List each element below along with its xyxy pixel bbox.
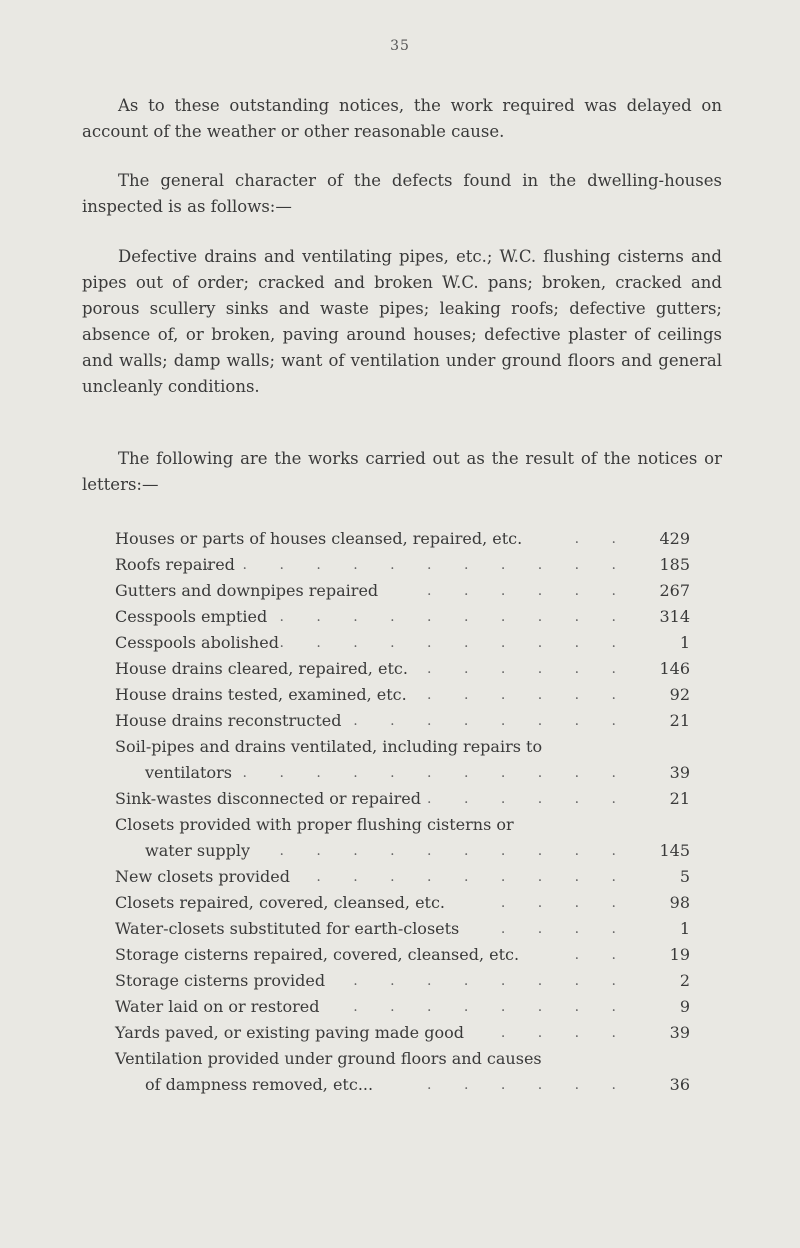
list-item (115, 1020, 690, 1046)
list-item (115, 786, 690, 812)
list-item (115, 708, 690, 734)
list-item (115, 916, 690, 942)
work-count: 1 (679, 633, 690, 652)
leader-dots: . . . . . . . . . . (279, 869, 630, 885)
work-count: 19 (669, 945, 690, 964)
work-label-line-1: Closets provided with proper flushing cisterns or (115, 815, 514, 834)
work-count: 314 (659, 607, 690, 626)
work-label: Sink-wastes disconnected or repaired (115, 789, 422, 808)
work-count: 267 (659, 581, 690, 600)
leader-dots: . . . . (500, 1025, 630, 1041)
work-label: Houses or parts of houses cleansed, repaired, etc. (115, 529, 523, 548)
page-number: 35 (390, 38, 410, 54)
list-item (115, 734, 690, 786)
work-label: House drains tested, examined, etc. (115, 685, 407, 704)
work-label-line-2: water supply (145, 841, 251, 860)
leader-dots: . . . . . . (427, 687, 630, 703)
list-item (115, 682, 690, 708)
leader-dots: . . (574, 947, 630, 963)
work-count: 5 (679, 867, 690, 886)
leader-dots: . . . . . . (427, 791, 630, 807)
list-item (115, 526, 690, 552)
leader-dots: . . . . . . . . (353, 973, 630, 989)
work-label: Water-closets substituted for earth-closets (115, 919, 460, 938)
list-item (115, 864, 690, 890)
paragraph-character: The general character of the defects found in the dwelling-houses inspected is as follows:— (82, 171, 722, 216)
work-label: House drains reconstructed (115, 711, 342, 730)
list-item (115, 604, 690, 630)
list-item (115, 578, 690, 604)
work-count: 429 (659, 529, 690, 548)
list-item (115, 656, 690, 682)
work-label: Storage cisterns repaired, covered, cleansed, etc. (115, 945, 520, 964)
work-count: 36 (669, 1075, 690, 1094)
work-count: 21 (669, 789, 690, 808)
paragraph-delay: As to these outstanding notices, the work required was delayed on account of the weather or other reasonable cause. (82, 96, 722, 141)
leader-dots: . . . . . . . . (353, 713, 630, 729)
work-count: 98 (669, 893, 690, 912)
work-count: 185 (659, 555, 690, 574)
work-count: 39 (669, 1023, 690, 1042)
list-item (115, 968, 690, 994)
work-count: 2 (679, 971, 690, 990)
paragraph-defects: Defective drains and ventilating pipes, etc.; W.C. flushing cisterns and pipes out of order; cracked and broken W.C. pans; broken, cracked and porous scullery sinks and waste pipes; leaking roofs; defective gutters; absence of, or broken, paving around houses; defective plaster of ceilings and walls; damp walls; want of ventilation under ground floors and general uncleanly conditions. (82, 247, 722, 396)
work-label: Cesspools emptied (115, 607, 268, 626)
work-label-line-2: of dampness removed, etc... (145, 1075, 374, 1094)
work-count: 145 (659, 841, 690, 860)
leader-dots: . . (574, 531, 630, 547)
work-label: Gutters and downpipes repaired (115, 581, 379, 600)
work-label-line-1: Soil-pipes and drains ventilated, including repairs to (115, 737, 543, 756)
work-label: Cesspools abolished (115, 633, 279, 652)
work-label: Closets repaired, covered, cleansed, etc. (115, 893, 446, 912)
leader-dots: . . . . . . . . . . (279, 635, 630, 651)
work-label: Roofs repaired (115, 555, 235, 574)
paragraph-following: The following are the works carried out as the result of the notices or letters:— (82, 449, 722, 494)
leader-dots: . . . . . . (427, 661, 630, 677)
list-item (115, 1046, 690, 1098)
list-item (115, 890, 690, 916)
list-item (115, 994, 690, 1020)
leader-dots: . . . . . . . . . . . . (205, 557, 630, 573)
leader-dots: . . . . (500, 895, 630, 911)
leader-dots: . . . . . . . . . . (279, 843, 630, 859)
work-label: Storage cisterns provided (115, 971, 326, 990)
work-count: 39 (669, 763, 690, 782)
leader-dots: . . . . . . . . . . (279, 609, 630, 625)
work-count: 21 (669, 711, 690, 730)
work-label-line-1: Ventilation provided under ground floors and causes (115, 1049, 542, 1068)
works-list (115, 526, 690, 1098)
leader-dots: . . . . . . (427, 583, 630, 599)
work-label: Yards paved, or existing paving made good (115, 1023, 464, 1042)
work-count: 146 (659, 659, 690, 678)
leader-dots: . . . . . . (427, 1077, 630, 1093)
leader-dots: . . . . . . . . (353, 999, 630, 1015)
work-count: 92 (669, 685, 690, 704)
work-count: 9 (679, 997, 690, 1016)
leader-dots: . . . . (500, 921, 630, 937)
list-item (115, 812, 690, 864)
work-count: 1 (679, 919, 690, 938)
work-label: Water laid on or restored (115, 997, 320, 1016)
leader-dots: . . . . . . . . . . . . (205, 765, 630, 781)
list-item (115, 630, 690, 656)
work-label: New closets provided (115, 867, 290, 886)
work-label: House drains cleared, repaired, etc. (115, 659, 408, 678)
list-item (115, 942, 690, 968)
work-label-line-2: ventilators (145, 763, 232, 782)
list-item (115, 552, 690, 578)
